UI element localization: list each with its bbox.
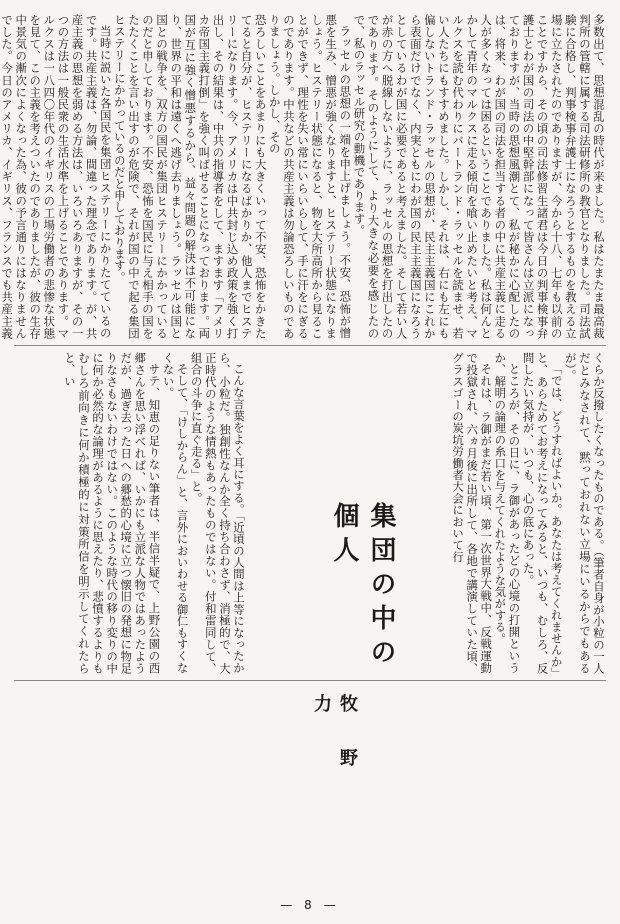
paragraph: こんな言葉をよく耳にする。「近頃の人間は上等になったから、小粒だ。独創性なんか全く持ち合わさず、消極的で、大正時代のような情熱もあったものではない。付和雷同して、組合の斗争に直ぐ走る」と。	[189, 352, 246, 674]
article-heading	[268, 352, 396, 674]
author-name: 牧野 力	[311, 694, 358, 802]
paragraph: そして、「けしからん」と、言外においわせる御仁もすくなくない。	[161, 352, 190, 674]
page-number: — 8 —	[280, 898, 340, 912]
essay-right-column	[384, 352, 606, 674]
section-divider	[14, 680, 606, 681]
paragraph: ラッセルの思想の一端を申上げましょう。不安、恐怖が憎悪を生み、憎悪が強くなりますと、ヒステリー状態になりましょう。ヒステリー状態になると、物を大所高所から見ることができず、理性を失い常にいらいらして、手に汗をにぎるのであります。中共などの共産主義は勿論恐ろしいものでありましょう。しかし、その	[267, 14, 353, 339]
paragraph: 当時に説いた各国民を集団ヒステリーにかりたてているのです。共産主義は、勿論、間違った理念であります。が、共産主義の思想を弱める方法は、いろいろありますが、その一つの方法は一般民衆の生活水準を上げることであります。マルクスは一八四〇年代のイギリスの工場労働者の悲惨な状態を見て、この主義を考えついたのでありましたが、彼の生存中景気の漸次によくなった為、彼の予言通りにはなりませんでした。今日のアメリカ、イギリス、フランスでも共産主義	[0, 14, 113, 339]
top-text-block	[0, 14, 606, 339]
paragraph: 「では、どうすればよいか。あなたは考えてくれませんか」と、あらためてお考えになってみると、いつも、むしろ、反問したい気持が、いつも、心の底にあった。	[521, 352, 564, 674]
paragraph: それは、ラ御がまだ若い頃、第一次世界大戦中、反戦運動で投獄され、六ヵ月後に出所して、各地で講演していた頃、グラスゴーの炭坑労働者大会において行	[451, 352, 494, 674]
author-block	[258, 686, 398, 886]
section-divider	[14, 345, 606, 346]
paragraph: くらか反撥したくなったものである。（筆者自身が小粒の一人だとみなされて、黙っておれない立場にいるからでもあるが）。	[563, 352, 606, 674]
paragraph: サテ、知恵の足りない筆者は、半信半疑で、上野公園の西郷さんを思い浮べれば、いかにも立派な人物ではあったようだが、過ぎ去った日への郷愁的心境に立つ懐旧の発想に物足りなさもないわけではない。このような時代の移り変りの中に何か必然的な論理があるように思えたり、悲憤するよりもむしろ前向きに何か積極的に対策所信を明示してくれたらと、い	[62, 352, 162, 674]
paragraph: 恐ろしいことをあまりにも大きくいって不安、恐怖をかきたてると自分が、ヒステリーになるばかりか、他人までヒステリーになります。今、アメリカは中共封じ込め政策を強く打出し、その結果は、中共の指導者をして、ますます「アメリカ帝国主義打倒」を強く叫ばせることになっております。両国が互に強く憎悪するから、益々問題の解決は不可能になり、世界の平和は遠くへ逃げ去りましょう。ラッセルは国と国との戦争を、双方の国民が集団ヒステリーにかかっているのだと申しております。不安、恐怖を国民に与え相手の国をたたくことを言い出すのが危険で、それが国の中で起る集団ヒステリーにかかっているのだと申しております。	[112, 14, 268, 339]
essay-left-column	[14, 352, 246, 674]
paragraph: 多数出て、思想混乱の時代が来ました。私はたまたま最高裁判所の管轄に属する司法研修所の教官となりました。司法試験に合格し、判事検事弁護士になろうとするものを教える立場に立たされたのでありますが、今から十八、七年も以前のことですから、その頃の司法修習生諸君は今日の判事検事弁護士とわが国の司法の中堅幹部になって皆さんは立派になっておりますが、当時の思想風潮とて、私が秘かに心配したのは、将来、わが国の司法を担当する者の中に共産主義に走る人が多くなっては困るということでありました。私は何んとかして青年のマルクスに走る傾向を喰い止めたいと考え、マルクスを読む代わりにバートランド・ラッセルを読ませ、若い人たちにもすすめました。しかし、それは、右にも左にも偏しないトランド・ラッセルの思想が、民主主義国にこれから表面だけでなく、内実ともにわが国の民主主義国になろうとしているわが国に必要であると考えました。そして若い人が赤の方へ脱線しないように、ラッセルの思想を打出したのであります。そのようにして、より大きな必要を感じたので、私のラッセル研究の動機であります。	[352, 14, 606, 339]
article-title: 集団の中の個人	[329, 502, 396, 672]
paragraph: ところが、その日に、ラ御があったどの心境の打開というか、解明の論理の糸口を与えてくれたような気がする。	[493, 352, 522, 674]
